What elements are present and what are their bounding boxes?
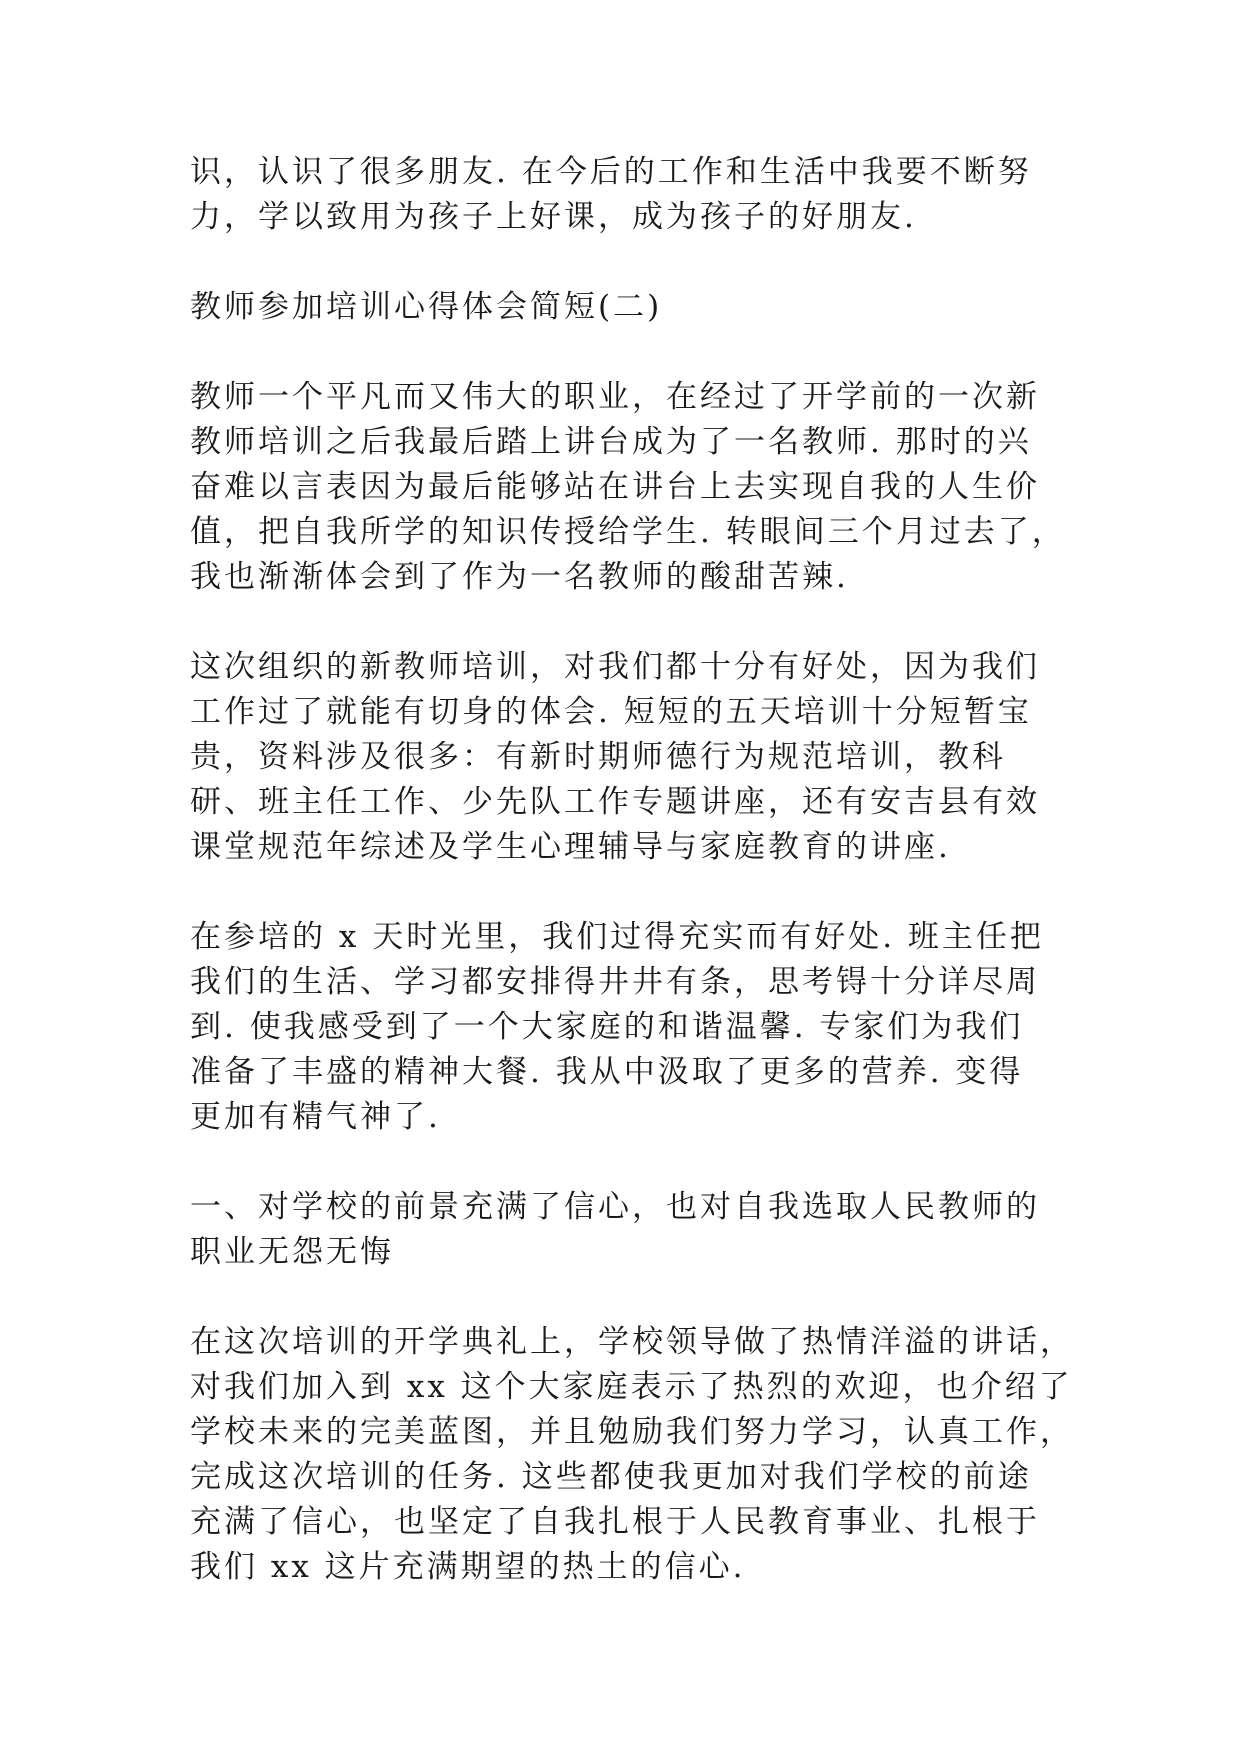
document-body: [190, 150, 1074, 1635]
text-line: 力，学以致用为孩子上好课，成为孩子的好朋友.: [190, 199, 917, 235]
text-line: 我们的生活、学习都安排得井井有条，思考锝十分详尽周: [190, 964, 1040, 1000]
text-line: 准备了丰盛的精神大餐. 我从中汲取了更多的营养. 变得: [190, 1054, 1024, 1090]
text-line: 一、对学校的前景充满了信心，也对自我选取人民教师的: [190, 1189, 1040, 1225]
heading-line: 教师参加培训心得体会简短(二): [190, 289, 663, 325]
paragraph-1: [190, 150, 1050, 240]
text-line: 教师一个平凡而又伟大的职业，在经过了开学前的一次新: [190, 379, 1040, 415]
paragraph-3: [190, 375, 1066, 600]
text-line: 研、班主任工作、少先队工作专题讲座，还有安吉县有效: [190, 784, 1040, 820]
text-line: 值，把自我所学的知识传授给学生. 转眼间三个月过去了，: [190, 514, 1066, 550]
subheading-paragraph: [190, 1185, 1050, 1275]
text-line: 职业无怨无悔: [190, 1234, 394, 1270]
text-line: 课堂规范年综述及学生心理辅导与家庭教育的讲座.: [190, 829, 951, 865]
paragraph-4: [190, 645, 1050, 870]
text-line: 工作过了就能有切身的体会. 短短的五天培训十分短暂宝: [190, 694, 1032, 730]
text-line: 我们 xx 这片充满期望的热土的信心.: [190, 1549, 746, 1585]
paragraph-7: [190, 1320, 1074, 1590]
text-line: 完成这次培训的任务. 这些都使我更加对我们学校的前途: [190, 1459, 1032, 1495]
text-line: 到. 使我感受到了一个大家庭的和谐温馨. 专家们为我们: [190, 1009, 1024, 1045]
text-line: 在参培的 x 天时光里，我们过得充实而有好处. 班主任把: [190, 919, 1044, 955]
text-line: 识，认识了很多朋友. 在今后的工作和生活中我要不断努: [190, 154, 1032, 190]
text-line: 更加有精气神了.: [190, 1099, 441, 1135]
text-line: 在这次培训的开学典礼上，学校领导做了热情洋溢的讲话，: [190, 1324, 1074, 1360]
section-heading: [190, 285, 1050, 330]
paragraph-5: [190, 915, 1050, 1140]
text-line: 贵，资料涉及很多：有新时期师德行为规范培训，教科: [190, 739, 1006, 775]
text-line: 我也渐渐体会到了作为一名教师的酸甜苦辣.: [190, 559, 849, 595]
text-line: 教师培训之后我最后踏上讲台成为了一名教师. 那时的兴: [190, 424, 1032, 460]
text-line: 充满了信心，也坚定了自我扎根于人民教育事业、扎根于: [190, 1504, 1040, 1540]
text-line: 这次组织的新教师培训，对我们都十分有好处，因为我们: [190, 649, 1040, 685]
text-line: 奋难以言表因为最后能够站在讲台上去实现自我的人生价: [190, 469, 1040, 505]
text-line: 对我们加入到 xx 这个大家庭表示了热烈的欢迎，也介绍了: [190, 1369, 1073, 1405]
text-line: 学校未来的完美蓝图，并且勉励我们努力学习，认真工作，: [190, 1414, 1074, 1450]
